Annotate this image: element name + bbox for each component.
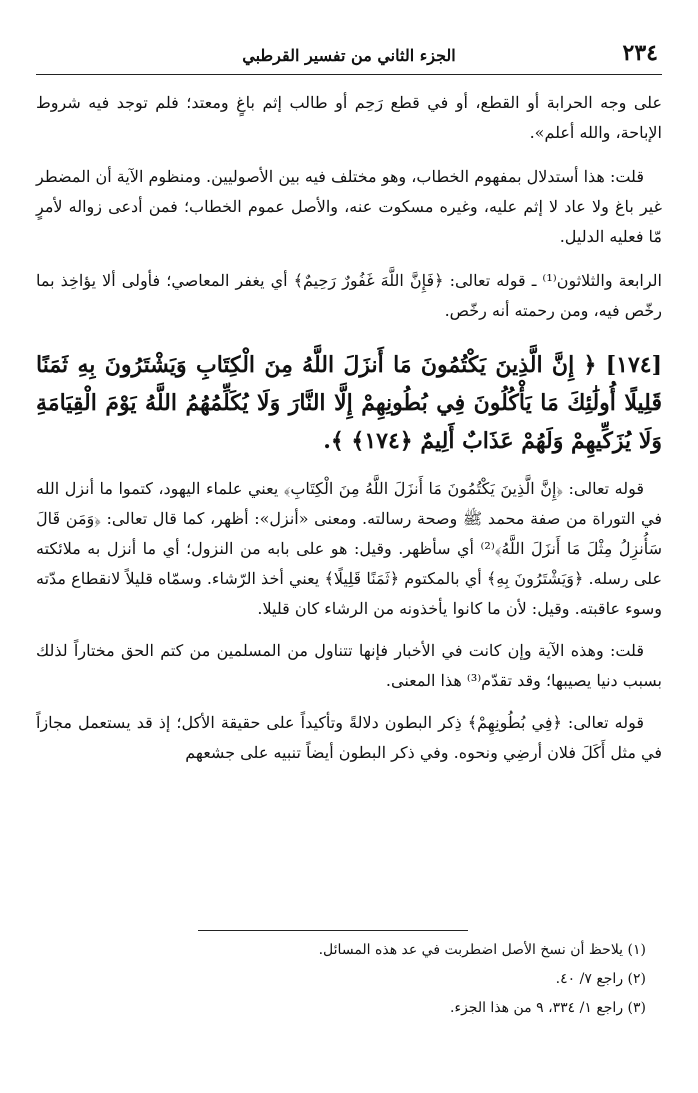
running-title: الجزء الثاني من تفسير القرطبي — [242, 46, 456, 65]
footnote-3: (٣) راجع ١/ ٣٣٤، ٩ من هذا الجزء. — [450, 1000, 646, 1016]
paragraph-note: قلت: وهذه الآية وإن كانت في الأخبار فإنها تتناول من المسلمين من كتم الحق مختاراً لذلك بسبب دنيا يصيبها؛ وقد تقدّم⁽³⁾ هذا المعنى. — [36, 641, 662, 690]
page-header — [36, 40, 662, 75]
footnote-divider — [198, 930, 468, 931]
footnote-1: (١) يلاحظ أن نسخ الأصل اضطربت في عد هذه المسائل. — [318, 942, 646, 958]
paragraph-continuation: على وجه الحرابة أو القطع، أو في قطع رَحِم أو طالب إثم باغٍ ومعتد؛ فلم توجد فيه شروط الإباحة، والله أعلم». — [36, 93, 663, 142]
paragraph-bellies: قوله تعالى: ﴿فِي بُطُونِهِمْ﴾ ذِكر البطون دلالةً وتأكيداً على حقيقة الأكل؛ إذ قد يستعمل مجازاً في مثل أَكَلَ فلان أرضِي ونحوه. وفي ذكر البطون أيضاً تنبيه على جشعهم — [36, 713, 662, 762]
footnotes — [60, 936, 646, 1023]
paragraph-tafsir: قوله تعالى: ﴿إِنَّ الَّذِينَ يَكْتُمُونَ مَا أَنزَلَ اللَّهُ مِنَ الْكِتَابِ﴾ يعني علماء اليهود، كتموا ما أنزل الله في التوراة من صفة محمد ﷺ وصحة رسالته. ومعنى «أنزل»: أظهر، كما قال تعالى: ﴿وَمَن قَالَ سَأُنزِلُ مِثْلَ مَا أَنزَلَ اللَّهُ﴾⁽²⁾ أي سأظهر. وقيل: هو على بابه من النزول؛ أي ما أنزل به ملائكته على رسله. ﴿وَيَشْتَرُونَ بِهِ﴾ أي بالمكتوم ﴿ثَمَنًا قَلِيلًا﴾ يعني أخذ الرّشاء. وسمّاه قليلاً لانقطاع مدّته وسوء عاقبته. وقيل: لأن ما كانوا يأخذونه من الرشاء كان قليلا. — [36, 479, 663, 618]
page-number: ٢٣٤ — [622, 40, 658, 66]
page-body — [36, 88, 662, 768]
footnote-2: (٢) راجع ٧/ ٤٠. — [555, 971, 646, 987]
paragraph-commentary: قلت: هذا أستدلال بمفهوم الخطاب، وهو مختلف فيه بين الأصوليين. ومنظوم الآية أن المضطر غير باغ ولا عاد لا إثم عليه، وغيره مسكوت عنه، والأصل عموم الخطاب؛ فمن أدعى زواله لأمرٍ مّا فعليه الدليل. — [36, 167, 662, 246]
paragraph-issue-34: الرابعة والثلاثون⁽¹⁾ ـ قوله تعالى: ﴿فَإِنَّ اللَّهَ غَفُورٌ رَحِيمٌ﴾ أي يغفر المعاصي؛ فأولى ألا يؤاخِذ بما رخّص فيه، ومن رحمته أنه رخّص. — [36, 271, 662, 320]
quran-verse-174: [١٧٤] ﴿ إِنَّ الَّذِينَ يَكْتُمُونَ مَا أَنزَلَ اللَّهُ مِنَ الْكِتَابِ وَيَشْتَرُونَ بِهِ ثَمَنًا قَلِيلًا أُولَٰئِكَ مَا يَأْكُلُونَ فِي بُطُونِهِمْ إِلَّا النَّارَ وَلَا يُكَلِّمُهُمُ اللَّهُ يَوْمَ الْقِيَامَةِ وَلَا يُزَكِّيهِمْ وَلَهُمْ عَذَابٌ أَلِيمٌ ﴿١٧٤﴾ ﴾. — [36, 352, 662, 454]
